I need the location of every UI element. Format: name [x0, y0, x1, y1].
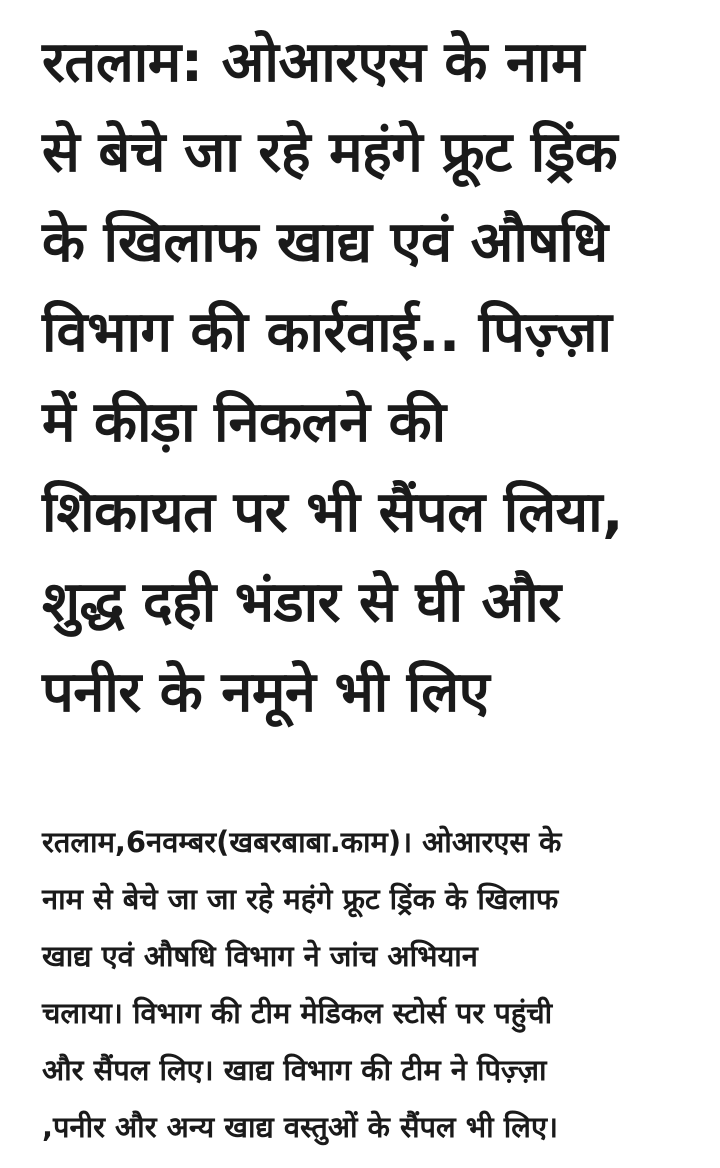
body-line: खाद्य एवं औषधि विभाग ने जांच अभियान — [42, 939, 478, 973]
article-headline — [42, 18, 692, 738]
headline-line: पनीर के नमूने भी लिए — [42, 660, 490, 725]
headline-line: विभाग की कार्रवाई.. पिज़्ज़ा — [42, 300, 612, 365]
body-line: नाम से बेचे जा जा रहे महंगे फ्रूट ड्रिंक के खिलाफ — [42, 882, 559, 916]
body-line: ,पनीर और अन्य खाद्य वस्तुओं के सैंपल भी लिए। — [42, 1110, 558, 1144]
headline-line: से बेचे जा रहे महंगे फ्रूट ड्रिंक — [42, 120, 618, 185]
body-line: चलाया। विभाग की टीम मेडिकल स्टोर्स पर पहुंची — [42, 996, 553, 1030]
headline-line: के खिलाफ खाद्य एवं औषधि — [42, 210, 608, 275]
body-line: रतलाम,6नवम्बर(खबरबाबा.काम)। ओआरएस के — [42, 825, 562, 859]
headline-line: शुद्ध दही भंडार से घी और — [42, 570, 561, 635]
article-body — [42, 814, 561, 1156]
body-line: और सैंपल लिए। खाद्य विभाग की टीम ने पिज़्ज़ा — [42, 1053, 547, 1087]
headline-line: शिकायत पर भी सैंपल लिया, — [42, 480, 623, 545]
headline-line: में कीड़ा निकलने की — [42, 390, 446, 455]
headline-line: रतलाम: ओआरएस के नाम — [42, 30, 584, 95]
